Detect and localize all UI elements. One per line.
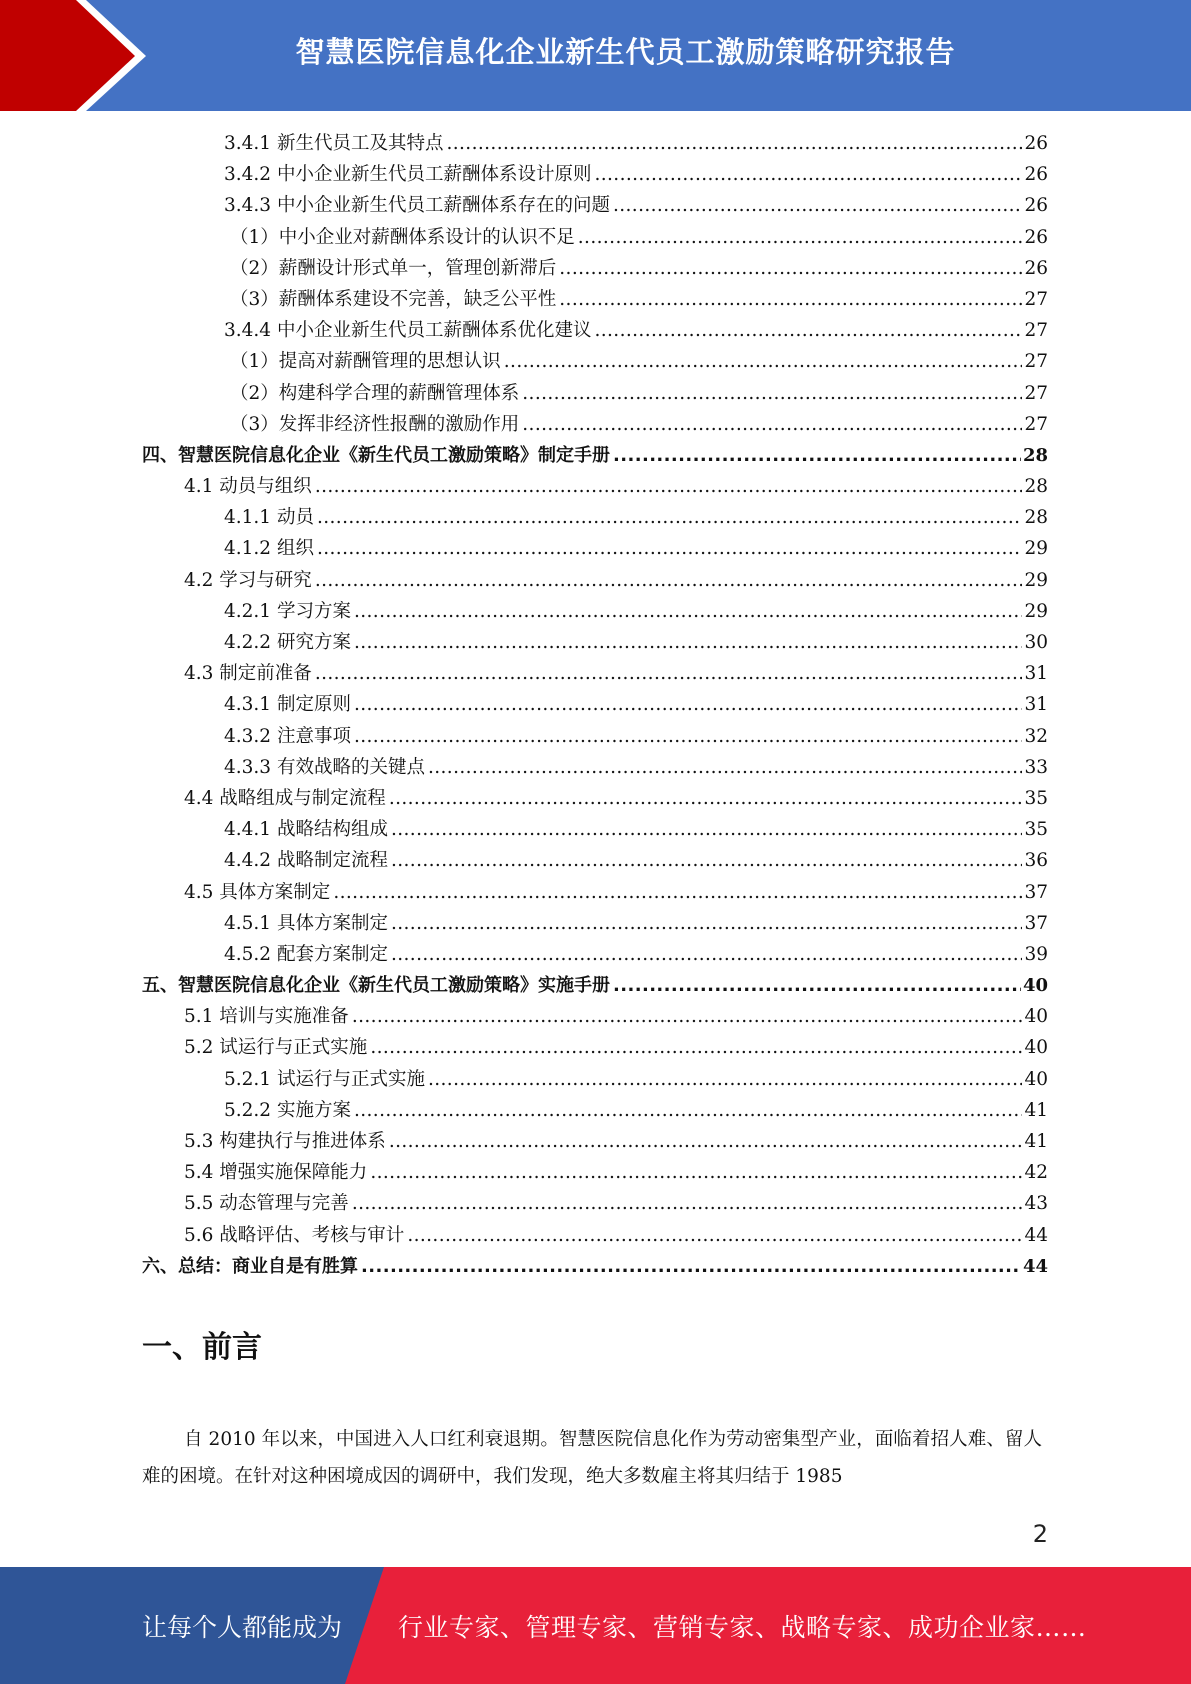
- footer-slogan-right: 行业专家、管理专家、营销专家、战略专家、成功企业家……: [398, 1612, 1087, 1642]
- toc-entry-title: 4.5.2 配套方案制定: [224, 943, 388, 965]
- toc-entry-title: 4.2 学习与研究: [184, 569, 312, 591]
- toc-entry[interactable]: [142, 190, 1048, 221]
- toc-leader-dots: [354, 1095, 1023, 1126]
- toc-entry[interactable]: [142, 814, 1048, 845]
- toc-entry-title: 5.3 构建执行与推进体系: [184, 1131, 386, 1152]
- toc-entry-title: 4.3.1 制定原则: [224, 694, 351, 716]
- toc-entry[interactable]: [142, 222, 1048, 253]
- toc-entry[interactable]: [142, 378, 1048, 409]
- toc-leader-dots: [428, 1064, 1022, 1095]
- toc-leader-dots: [352, 1188, 1023, 1219]
- toc-page-number: 39: [1024, 943, 1048, 965]
- toc-entry-title: 4.2.1 学习方案: [224, 600, 351, 622]
- toc-entry[interactable]: [142, 1095, 1048, 1126]
- toc-page-number: 43: [1024, 1193, 1048, 1215]
- toc-entry-title: （1）中小企业对薪酬体系设计的认识不足: [230, 226, 575, 248]
- toc-entry-title: （2）构建科学合理的薪酬管理体系: [230, 382, 520, 404]
- toc-entry-title: 3.4.1 新生代员工及其特点: [224, 133, 444, 154]
- toc-page-number: 28: [1022, 444, 1048, 466]
- toc-leader-dots: [428, 752, 1022, 783]
- toc-entry-title: 4.3 制定前准备: [184, 663, 312, 685]
- toc-leader-dots: [315, 658, 1023, 689]
- footer-banner: [0, 1567, 1191, 1684]
- toc-page-number: 40: [1024, 1037, 1048, 1059]
- toc-entry[interactable]: [142, 409, 1048, 440]
- toc-entry[interactable]: [142, 1126, 1048, 1157]
- toc-page-number: 29: [1024, 569, 1048, 591]
- toc-entry-title: 4.5 具体方案制定: [184, 881, 331, 903]
- toc-entry-title: （2）薪酬设计形式单一，管理创新滞后: [230, 257, 557, 279]
- toc-page-number: 33: [1024, 756, 1048, 778]
- toc-entry[interactable]: [142, 689, 1048, 720]
- toc-leader-dots: [354, 721, 1023, 752]
- toc-entry-title: 4.1 动员与组织: [184, 476, 312, 498]
- toc-leader-dots: [446, 128, 1022, 159]
- toc-entry[interactable]: [142, 1220, 1048, 1251]
- toc-entry[interactable]: [142, 658, 1048, 689]
- toc-entry[interactable]: [142, 284, 1048, 315]
- toc-entry-title: 3.4.4 中小企业新生代员工薪酬体系优化建议: [224, 320, 592, 342]
- toc-leader-dots: [317, 502, 1023, 533]
- toc-entry[interactable]: [142, 440, 1048, 471]
- toc-entry-title: 3.4.2 中小企业新生代员工薪酬体系设计原则: [224, 164, 592, 186]
- toc-page-number: 31: [1024, 663, 1048, 685]
- toc-entry[interactable]: [142, 1001, 1048, 1032]
- section-heading: 一、前言: [142, 1330, 262, 1365]
- toc-leader-dots: [613, 440, 1021, 471]
- toc-leader-dots: [522, 378, 1022, 409]
- toc-entry[interactable]: [142, 1157, 1048, 1188]
- toc-leader-dots: [594, 315, 1022, 346]
- toc-page-number: 29: [1024, 538, 1048, 560]
- toc-entry-title: 4.4.1 战略结构组成: [224, 819, 388, 841]
- toc-page-number: 36: [1024, 850, 1048, 872]
- toc-page-number: 40: [1024, 1068, 1048, 1090]
- toc-leader-dots: [407, 1220, 1022, 1251]
- toc-entry[interactable]: [142, 908, 1048, 939]
- toc-entry[interactable]: [142, 627, 1048, 658]
- toc-leader-dots: [361, 1251, 1021, 1282]
- toc-page-number: 27: [1024, 351, 1048, 373]
- toc-entry[interactable]: [142, 596, 1048, 627]
- toc-page-number: 32: [1024, 725, 1048, 747]
- toc-page-number: 28: [1024, 507, 1048, 529]
- toc-entry[interactable]: [142, 845, 1048, 876]
- toc-entry-title: 4.1.1 动员: [224, 507, 314, 529]
- toc-leader-dots: [504, 346, 1023, 377]
- toc-entry[interactable]: [142, 721, 1048, 752]
- toc-page-number: 37: [1024, 912, 1048, 934]
- toc-entry[interactable]: [142, 1188, 1048, 1219]
- toc-entry[interactable]: [142, 346, 1048, 377]
- table-of-contents: [142, 128, 1048, 1282]
- toc-leader-dots: [559, 253, 1022, 284]
- toc-page-number: 35: [1024, 787, 1048, 809]
- toc-leader-dots: [389, 1126, 1023, 1157]
- toc-leader-dots: [389, 783, 1023, 814]
- toc-entry[interactable]: [142, 970, 1048, 1001]
- toc-leader-dots: [354, 689, 1023, 720]
- toc-entry[interactable]: [142, 1064, 1048, 1095]
- toc-page-number: 27: [1024, 288, 1048, 310]
- toc-entry-title: 5.4 增强实施保障能力: [184, 1162, 368, 1184]
- toc-entry[interactable]: [142, 1032, 1048, 1063]
- toc-page-number: 26: [1024, 257, 1048, 279]
- toc-entry[interactable]: [142, 502, 1048, 533]
- toc-entry[interactable]: [142, 939, 1048, 970]
- toc-entry-title: 5.6 战略评估、考核与审计: [184, 1224, 405, 1246]
- header-banner: [0, 0, 1191, 111]
- toc-page-number: 41: [1024, 1099, 1048, 1121]
- toc-entry[interactable]: [142, 783, 1048, 814]
- toc-entry-title: 4.3.2 注意事项: [224, 725, 351, 747]
- toc-page-number: 42: [1024, 1162, 1048, 1184]
- toc-page-number: 27: [1024, 320, 1048, 342]
- toc-entry-title: （1）提高对薪酬管理的思想认识: [230, 351, 501, 373]
- toc-entry-title: 5.5 动态管理与完善: [184, 1193, 349, 1215]
- toc-page-number: 44: [1024, 1224, 1048, 1246]
- toc-page-number: 28: [1024, 476, 1048, 498]
- toc-entry-title: 5.2.2 实施方案: [224, 1099, 351, 1121]
- toc-entry[interactable]: [142, 471, 1048, 502]
- toc-entry[interactable]: [142, 159, 1048, 190]
- toc-page-number: 26: [1024, 226, 1048, 248]
- toc-page-number: 30: [1024, 632, 1048, 653]
- toc-page-number: 27: [1024, 413, 1048, 435]
- toc-page-number: 35: [1024, 819, 1048, 841]
- toc-page-number: 27: [1024, 382, 1048, 404]
- toc-entry-title: 四、智慧医院信息化企业《新生代员工激励策略》制定手册: [142, 444, 610, 466]
- toc-page-number: 41: [1024, 1131, 1048, 1152]
- toc-entry[interactable]: [142, 1251, 1048, 1282]
- toc-entry-title: 5.2.1 试运行与正式实施: [224, 1068, 425, 1090]
- toc-leader-dots: [613, 970, 1021, 1001]
- body-paragraph: 自 2010 年以来，中国进入人口红利衰退期。智慧医院信息化作为劳动密集型产业，面临着招人难、留人难的困境。在针对这种困境成因的调研中，我们发现，绝大多数雇主将其归结于 1985: [142, 1429, 1042, 1487]
- toc-leader-dots: [370, 1032, 1022, 1063]
- toc-entry[interactable]: [142, 533, 1048, 564]
- footer-slogan-left: 让每个人都能成为: [142, 1612, 343, 1642]
- toc-page-number: 40: [1022, 975, 1048, 997]
- toc-leader-dots: [391, 845, 1022, 876]
- toc-entry-title: 4.2.2 研究方案: [224, 632, 351, 653]
- toc-leader-dots: [317, 533, 1023, 564]
- toc-page-number: 29: [1024, 600, 1048, 622]
- toc-entry-title: 5.1 培训与实施准备: [184, 1006, 349, 1028]
- toc-leader-dots: [370, 1157, 1022, 1188]
- toc-entry-title: 4.1.2 组织: [224, 538, 314, 560]
- document-title: 智慧医院信息化企业新生代员工激励策略研究报告: [295, 34, 956, 69]
- toc-entry-title: 4.4 战略组成与制定流程: [184, 787, 386, 809]
- toc-entry-title: （3）发挥非经济性报酬的激励作用: [230, 413, 520, 435]
- toc-entry[interactable]: [142, 128, 1048, 159]
- toc-leader-dots: [391, 814, 1022, 845]
- toc-entry-title: 六、总结：商业自是有胜算: [142, 1255, 358, 1277]
- toc-leader-dots: [315, 565, 1023, 596]
- toc-leader-dots: [333, 877, 1022, 908]
- toc-leader-dots: [315, 471, 1023, 502]
- toc-leader-dots: [522, 409, 1022, 440]
- toc-leader-dots: [594, 159, 1022, 190]
- toc-page-number: 37: [1024, 881, 1048, 903]
- toc-leader-dots: [559, 284, 1022, 315]
- toc-entry[interactable]: [142, 565, 1048, 596]
- toc-page-number: 26: [1024, 195, 1048, 217]
- toc-entry-title: 4.4.2 战略制定流程: [224, 850, 388, 872]
- toc-leader-dots: [354, 627, 1023, 658]
- toc-entry-title: （3）薪酬体系建设不完善，缺乏公平性: [230, 288, 557, 310]
- toc-entry-title: 五、智慧医院信息化企业《新生代员工激励策略》实施手册: [142, 975, 610, 997]
- toc-page-number: 26: [1024, 164, 1048, 186]
- toc-page-number: 44: [1022, 1255, 1048, 1277]
- page-number: 2: [1032, 1520, 1048, 1548]
- toc-leader-dots: [352, 1001, 1023, 1032]
- toc-entry[interactable]: [142, 315, 1048, 346]
- toc-entry[interactable]: [142, 253, 1048, 284]
- toc-leader-dots: [578, 222, 1023, 253]
- toc-entry[interactable]: [142, 752, 1048, 783]
- toc-leader-dots: [391, 939, 1022, 970]
- toc-entry-title: 5.2 试运行与正式实施: [184, 1037, 368, 1059]
- toc-page-number: 40: [1024, 1006, 1048, 1028]
- toc-leader-dots: [354, 596, 1023, 627]
- toc-entry[interactable]: [142, 877, 1048, 908]
- toc-leader-dots: [613, 190, 1022, 221]
- toc-entry-title: 3.4.3 中小企业新生代员工薪酬体系存在的问题: [224, 195, 610, 217]
- toc-leader-dots: [391, 908, 1022, 939]
- toc-entry-title: 4.3.3 有效战略的关键点: [224, 756, 425, 778]
- toc-entry-title: 4.5.1 具体方案制定: [224, 912, 388, 934]
- toc-page-number: 26: [1024, 133, 1048, 154]
- toc-page-number: 31: [1024, 694, 1048, 716]
